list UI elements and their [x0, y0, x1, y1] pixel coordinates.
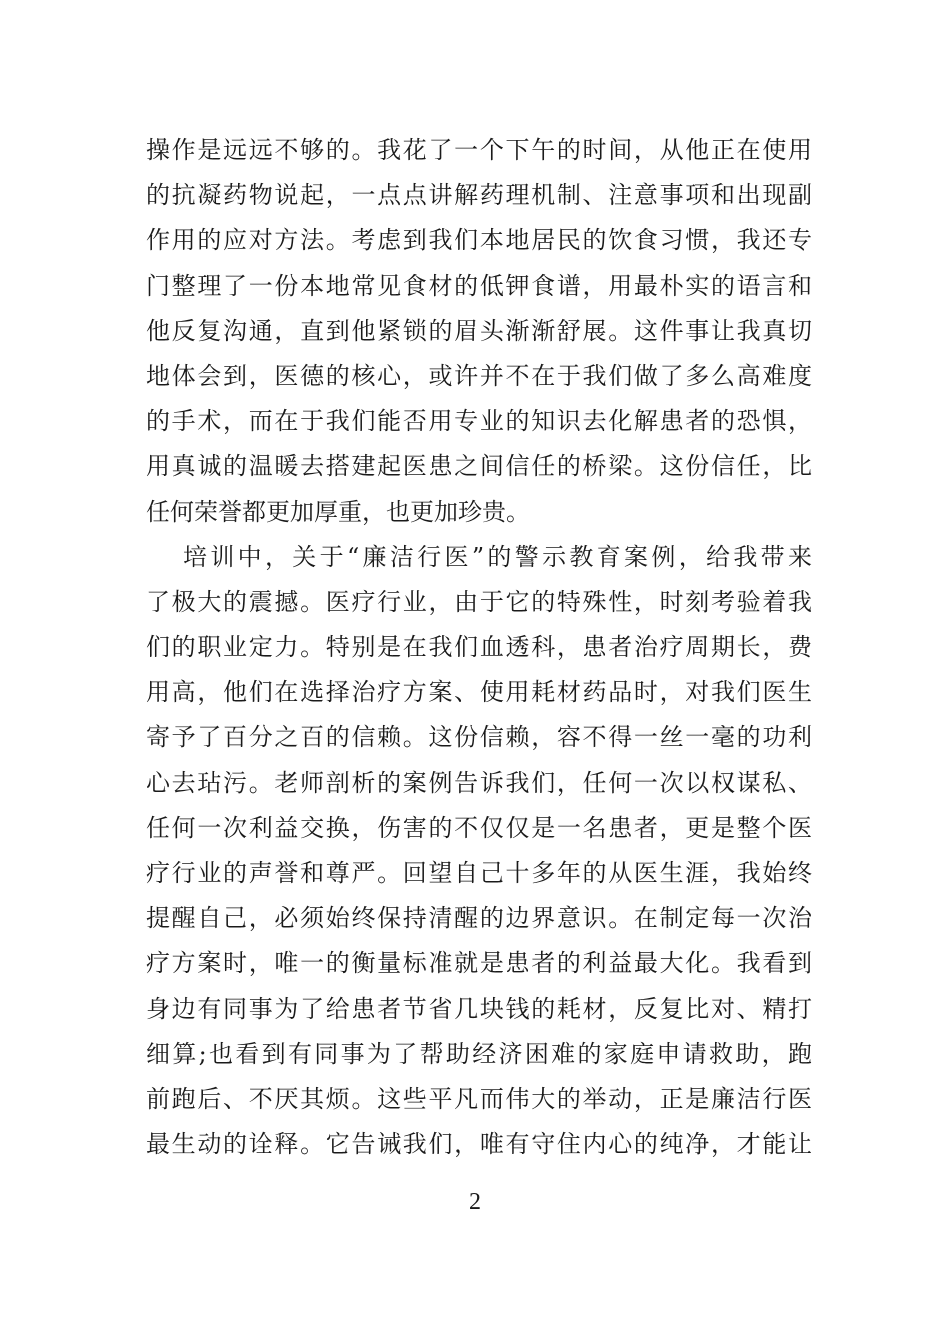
text-line: 地体会到，医德的核心，或许并不在于我们做了多么高难度 — [146, 361, 812, 390]
text-line: 提醒自己，必须始终保持清醒的边界意识。在制定每一次治 — [146, 904, 812, 933]
paragraph-2 — [146, 535, 812, 1168]
text-line: 操作是远远不够的。我花了一个下午的时间，从他正在使用 — [146, 136, 812, 164]
text-line: 他反复沟通，直到他紧锁的眉头渐渐舒展。这件事让我真切 — [146, 316, 812, 345]
text-line: 疗行业的声誉和尊严。回望自己十多年的从医生涯，我始终 — [146, 859, 812, 887]
text-line: 身边有同事为了给患者节省几块钱的耗材，反复比对、精打 — [146, 994, 812, 1023]
text-line: 细算;也看到有同事为了帮助经济困难的家庭申请救助，跑 — [146, 1039, 812, 1068]
text-line: 作用的应对方法。考虑到我们本地居民的饮食习惯，我还专 — [146, 226, 812, 255]
text-line: 疗方案时，唯一的衡量标准就是患者的利益最大化。我看到 — [146, 949, 812, 978]
text-line: 最生动的诠释。它告诫我们，唯有守住内心的纯净，才能让 — [146, 1130, 812, 1159]
text-line: 心去玷污。老师剖析的案例告诉我们，任何一次以权谋私、 — [146, 768, 812, 797]
body-text — [146, 128, 812, 1167]
text-line: 门整理了一份本地常见食材的低钾食谱，用最朴实的语言和 — [146, 271, 812, 300]
text-line: 的手术，而在于我们能否用专业的知识去化解患者的恐惧， — [146, 407, 812, 436]
text-line: 培训中，关于“廉洁行医”的警示教育案例，给我带来 — [183, 542, 812, 571]
text-line: 任何一次利益交换，伤害的不仅仅是一名患者，更是整个医 — [146, 813, 812, 842]
paragraph-1 — [146, 128, 812, 535]
text-line: 寄予了百分之百的信赖。这份信赖，容不得一丝一毫的功利 — [146, 723, 812, 752]
text-line: 们的职业定力。特别是在我们血透科，患者治疗周期长，费 — [146, 633, 812, 662]
text-line: 的抗凝药物说起，一点点讲解药理机制、注意事项和出现副 — [146, 181, 812, 210]
page-number: 2 — [469, 1189, 481, 1215]
text-line: 任何荣誉都更加厚重，也更加珍贵。 — [146, 497, 530, 526]
text-line: 前跑后、不厌其烦。这些平凡而伟大的举动，正是廉洁行医 — [146, 1084, 812, 1113]
text-line: 用真诚的温暖去搭建起医患之间信任的桥梁。这份信任，比 — [146, 452, 812, 481]
text-line: 用高，他们在选择治疗方案、使用耗材药品时，对我们医生 — [146, 678, 812, 707]
text-line: 了极大的震撼。医疗行业，由于它的特殊性，时刻考验着我 — [146, 587, 812, 616]
